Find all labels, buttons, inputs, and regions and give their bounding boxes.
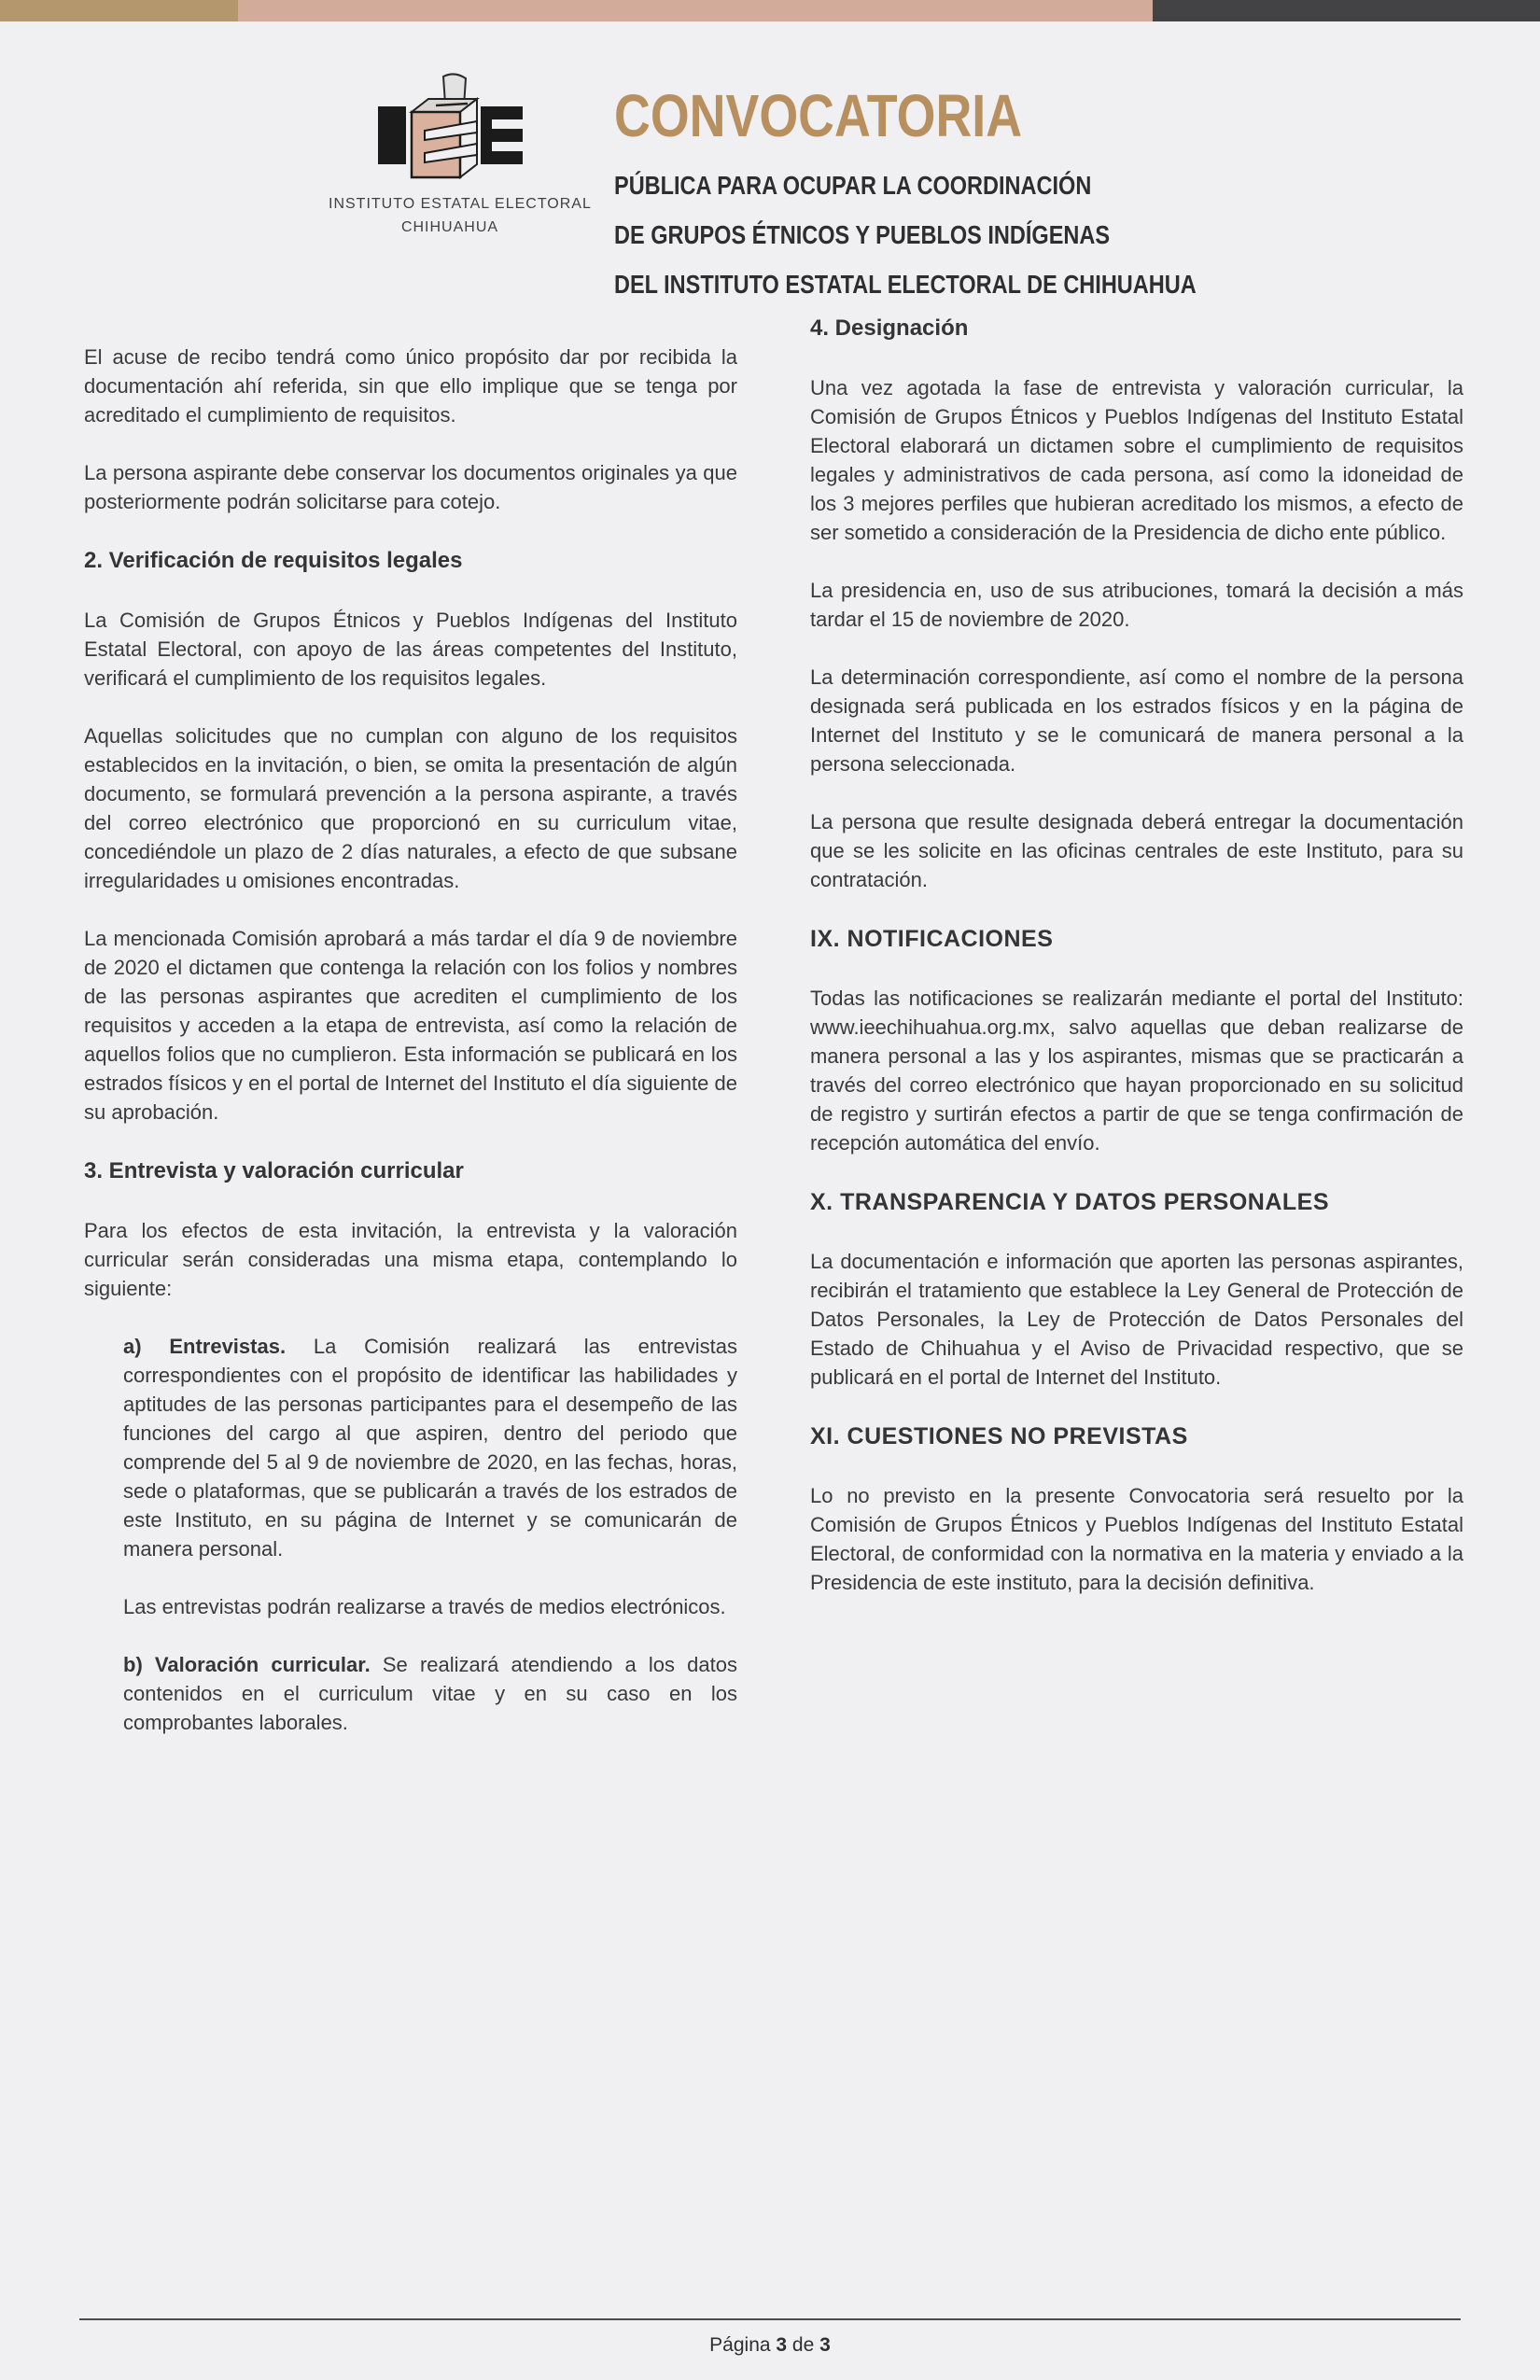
list-item-a-lead: a) Entrevistas. <box>123 1335 287 1358</box>
page-number-of: de <box>787 2334 820 2356</box>
subtitle-line-2: DE GRUPOS ÉTNICOS Y PUEBLOS INDÍGENAS <box>614 220 1111 249</box>
list-item-b-text: Se realizará atendiendo a los datos contenidos en el curriculum vitae y en su caso en los comprobantes laborales. <box>123 1653 737 1734</box>
ballot-box-logo-icon <box>369 73 532 187</box>
paragraph-comision-verificara: La Comisión de Grupos Étnicos y Pueblos Indígenas del Instituto Estatal Electoral, con apoyo de las áreas competentes del Instituto, verificará el cumplimiento de los requisitos legales. <box>84 609 737 690</box>
subtitle-line-1: PÚBLICA PARA OCUPAR LA COORDINACIÓN <box>614 171 1092 200</box>
right-text-column <box>810 313 1463 1626</box>
paragraph-documentacion-tratamiento: La documentación e información que aporten las personas aspirantes, recibirán el tratamiento que establece la Ley General de Protección de Datos Personales, la Ley de Protección de Datos Personales del Estado de Chihuahua y el Aviso de Privacidad respectivo, que se publicará en el portal de Internet del Instituto. <box>810 1250 1463 1389</box>
logo-caption-line1: INSTITUTO ESTATAL ELECTORAL <box>329 196 592 212</box>
list-item-b-lead: b) Valoración curricular. <box>123 1653 371 1676</box>
paragraph-dictamen-9-noviembre: La mencionada Comisión aprobará a más tardar el día 9 de noviembre de 2020 el dictamen que contenga la relación con los folios y nombres de las personas aspirantes que acrediten el cumplimiento de los requisitos y acceden a la etapa de entrevista, así como la relación de aquellos folios que no cumplieron. Esta información se publicará en los estrados físicos y en el portal de Internet del Instituto el día siguiente de su aprobación. <box>84 927 737 1124</box>
subtitle-line-3: DEL INSTITUTO ESTATAL ELECTORAL DE CHIHUAHUA <box>614 270 1197 299</box>
heading-notificaciones: IX. NOTIFICACIONES <box>810 926 1054 952</box>
page-number <box>0 2331 1540 2359</box>
list-item-b-valoracion <box>123 1650 737 1737</box>
paragraph-presidencia-decision: La presidencia en, uso de sus atribuciones, tomará la decisión a más tardar el 15 de noviembre de 2020. <box>810 579 1463 631</box>
paragraph-determinacion-publicada: La determinación correspondiente, así como el nombre de la persona designada será publicada en los estrados físicos y en la página de Internet del Instituto y se le comunicará de manera personal a la persona seleccionada. <box>810 665 1463 776</box>
list-item-a-text: La Comisión realizará las entrevistas correspondientes con el propósito de identificar las habilidades y aptitudes de las personas participantes para el desempeño de las funciones del cargo al que aspiren, dentro del periodo que comprende del 5 al 9 de noviembre de 2020, en las fechas, horas, sede o plataformas, que se publicarán a través de los estrados de este Instituto, en su página de Internet y se comunicarán de manera personal. <box>123 1335 737 1561</box>
paragraph-efectos-invitacion: Para los efectos de esta invitación, la entrevista y la valoración curricular serán consideradas una misma etapa, contemplando lo siguiente: <box>84 1219 737 1300</box>
footer-divider <box>79 2318 1461 2320</box>
heading-entrevista-valoracion: 3. Entrevista y valoración curricular <box>84 1158 464 1183</box>
paragraph-no-previsto: Lo no previsto en la presente Convocatoria será resuelto por la Comisión de Grupos Étnicos y Pueblos Indígenas del Instituto Estatal Electoral, de conformidad con la normativa en la materia y enviado a la Presidencia de este instituto, para la decisión definitiva. <box>810 1484 1463 1594</box>
top-bar-tan-segment <box>0 0 238 21</box>
paragraph-entrevistas-medios-electronicos: Las entrevistas podrán realizarse a través de medios electrónicos. <box>123 1595 726 1618</box>
page-title: CONVOCATORIA <box>614 82 1023 149</box>
page-subtitle <box>614 161 1323 309</box>
paragraph-conservar-documentos: La persona aspirante debe conservar los documentos originales ya que posteriormente podrán solicitarse para cotejo. <box>84 461 737 513</box>
page-number-label: Página <box>709 2334 777 2356</box>
heading-verificacion-requisitos: 2. Verificación de requisitos legales <box>84 548 463 573</box>
top-color-bar <box>0 0 1540 21</box>
top-bar-dark-segment <box>1153 0 1540 21</box>
paragraph-todas-notificaciones: Todas las notificaciones se realizarán mediante el portal del Instituto: www.ieechihuahua.org.mx, salvo aquellas que deban realizarse de manera personal a las y los aspirantes, mismas que se practicarán a través del correo electrónico que hayan proporcionado en su solicitud de registro y surtirán efectos a partir de que se tenga confirmación de recepción automática del envío. <box>810 987 1463 1155</box>
paragraph-acuse-recibo: El acuse de recibo tendrá como único propósito dar por recibida la documentación ahí referida, sin que ello implique que se tenga por acreditado el cumplimiento de requisitos. <box>84 345 737 427</box>
heading-transparencia-datos: X. TRANSPARENCIA Y DATOS PERSONALES <box>810 1189 1330 1215</box>
institute-logo <box>329 73 592 239</box>
paragraph-persona-designada-entregar: La persona que resulte designada deberá entregar la documentación que se les solicite en las oficinas centrales de este Instituto, para su contratación. <box>810 810 1463 891</box>
page-number-total: 3 <box>819 2334 831 2356</box>
left-text-column <box>84 343 737 1766</box>
heading-cuestiones-no-previstas: XI. CUESTIONES NO PREVISTAS <box>810 1423 1188 1449</box>
list-item-a-entrevistas <box>123 1332 737 1563</box>
page-number-current: 3 <box>776 2334 788 2356</box>
paragraph-solicitudes-prevencion: Aquellas solicitudes que no cumplan con alguno de los requisitos establecidos en la invitación, o bien, se omita la presentación de algún documento, se formulará prevención a la persona aspirante, a través del correo electrónico que proporcionó en su curriculum vitae, concediéndole un plazo de 2 días naturales, a efecto de que subsane irregularidades u omisiones encontradas. <box>84 724 737 892</box>
paragraph-una-vez-agotada: Una vez agotada la fase de entrevista y valoración curricular, la Comisión de Grupos Étnicos y Pueblos Indígenas del Instituto Estatal Electoral elaborará un dictamen sobre el cumplimiento de requisitos legales y administrativos de cada persona, así como la idoneidad de los 3 mejores perfiles que hubieran acreditado los mismos, a efecto de ser sometido a consideración de la Presidencia de dicho ente público. <box>810 376 1463 544</box>
logo-caption-line2: CHIHUAHUA <box>400 219 499 235</box>
heading-designacion: 4. Designación <box>810 315 969 341</box>
document-header <box>614 82 1323 309</box>
top-bar-rose-segment <box>238 0 1153 21</box>
